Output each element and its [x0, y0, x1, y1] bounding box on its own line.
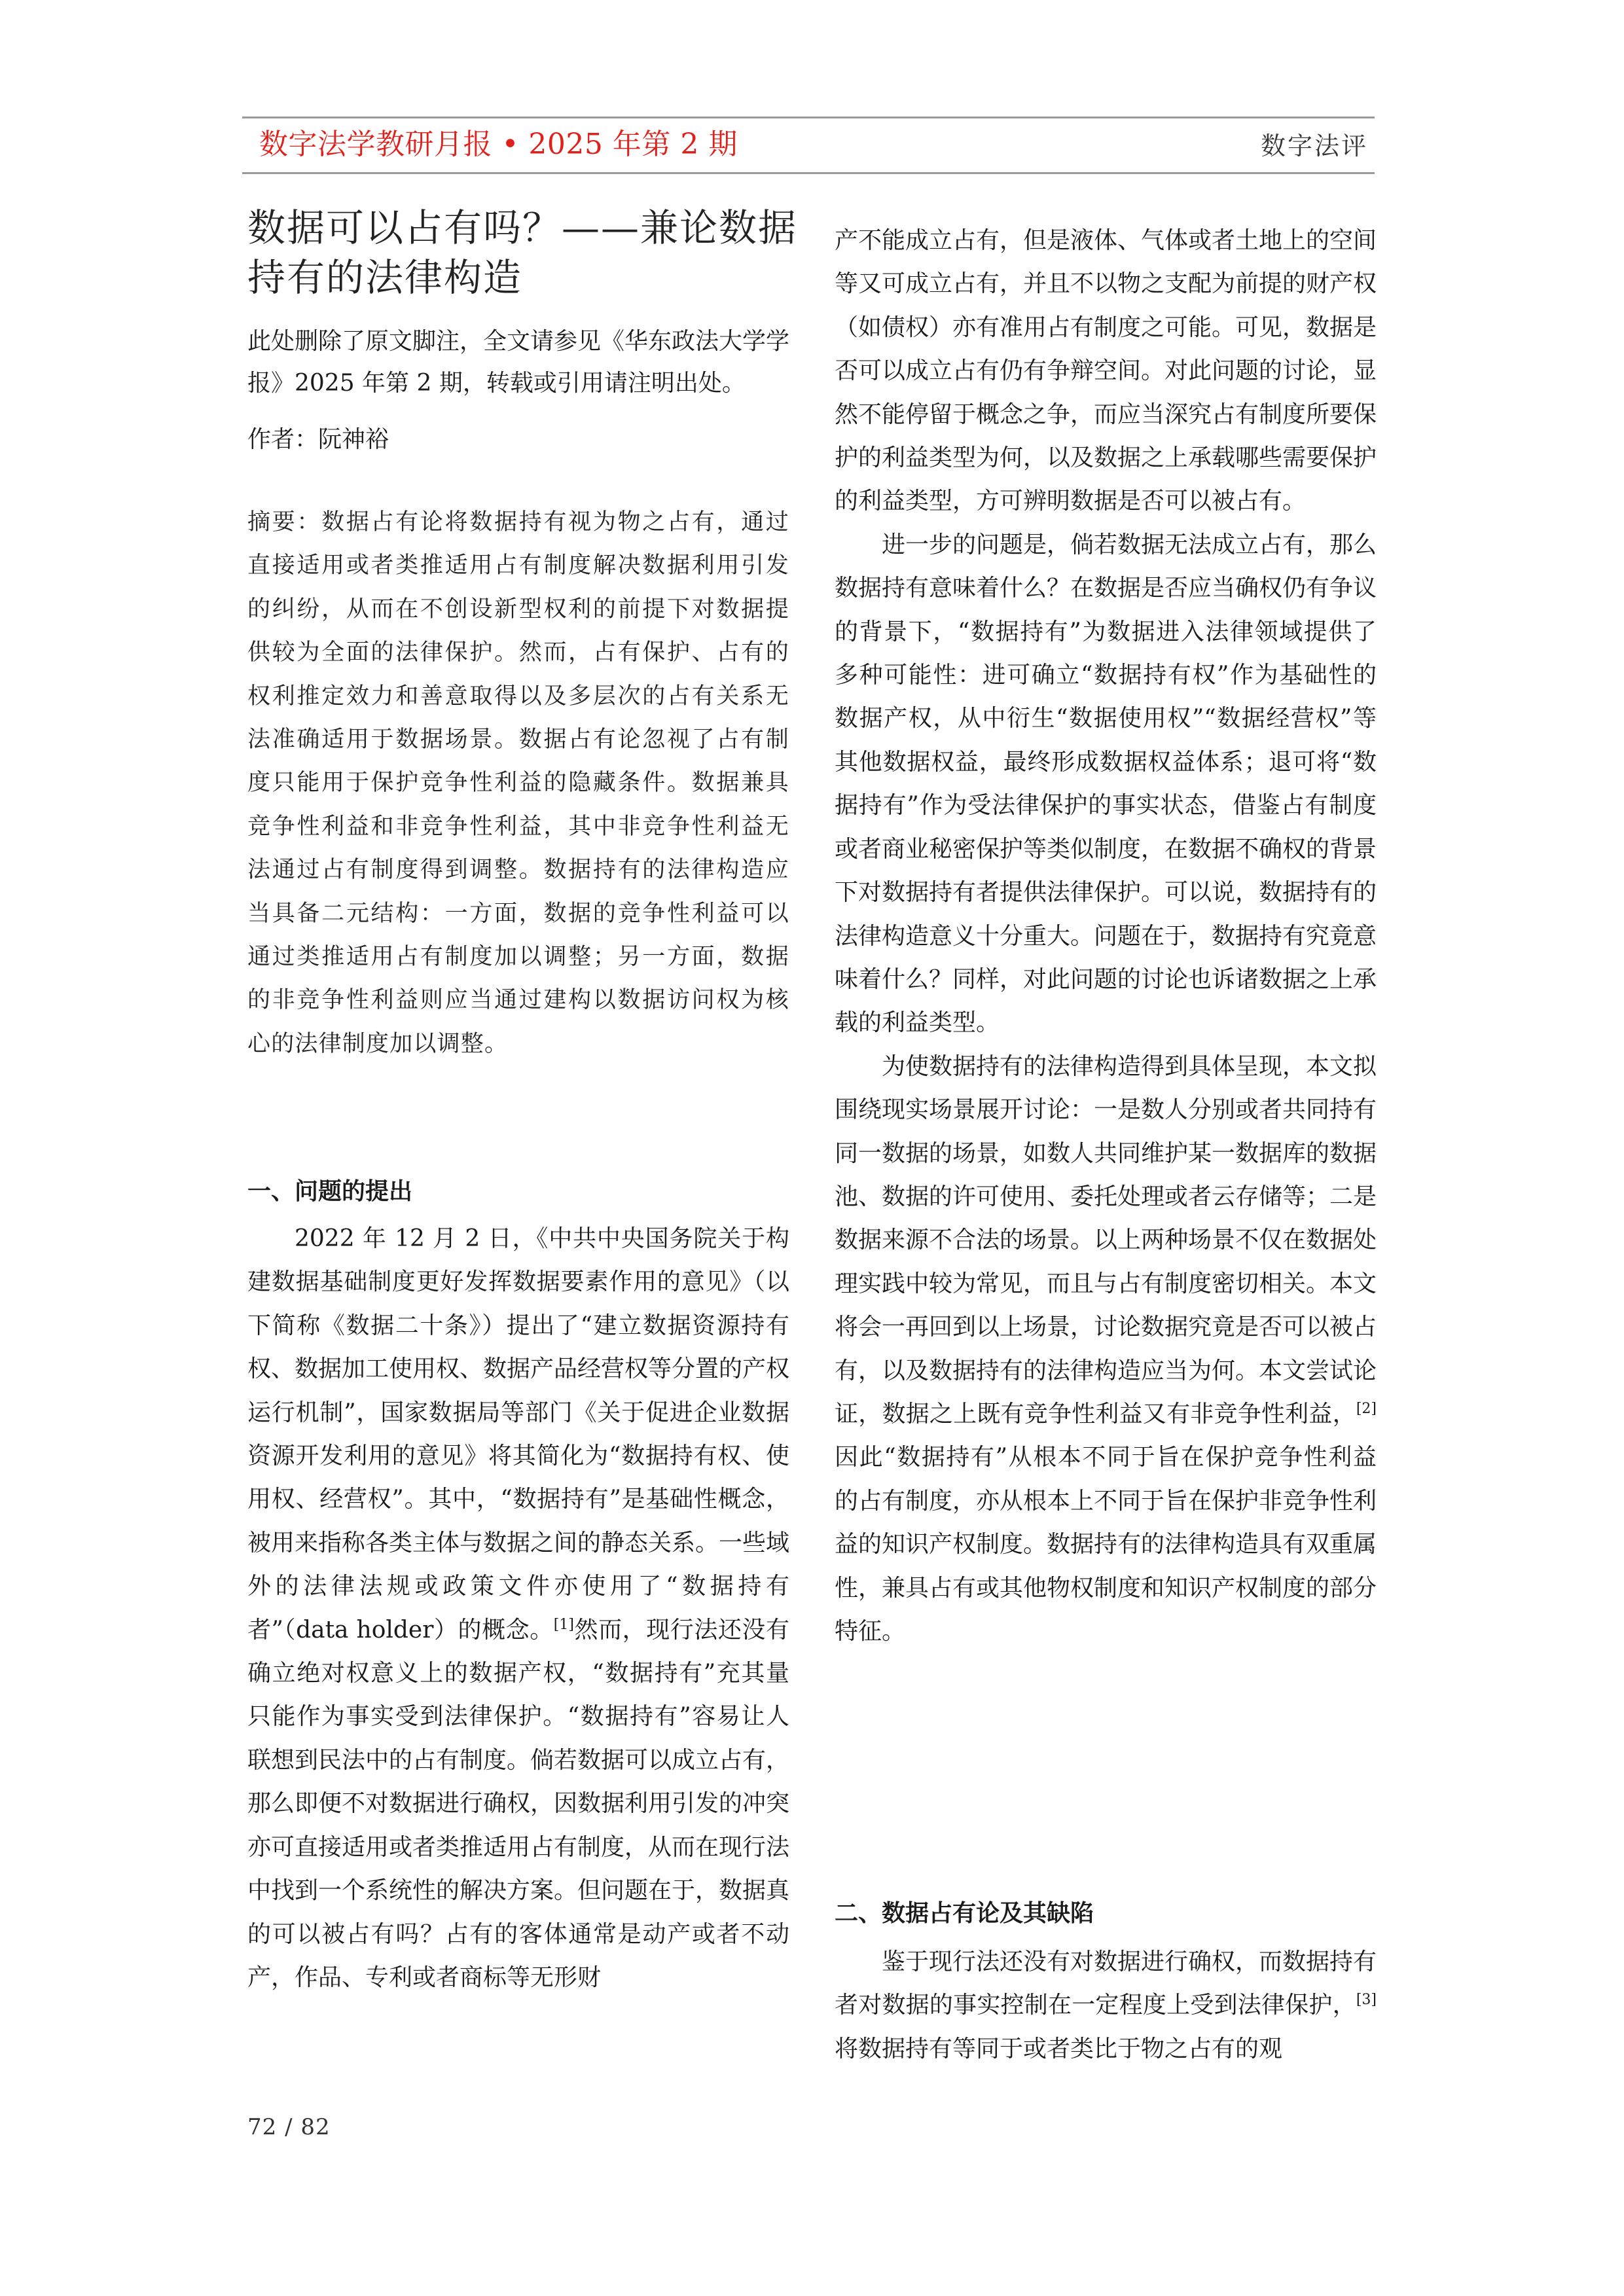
paragraph-text: 然而，现行法还没有确立绝对权意义上的数据产权，“数据持有”充其量只能作为事实受到法律保护。“数据持有”容易让人联想到民法中的占有制度。倘若数据可以成立占有，那么即便不对数据进行确权，因数据利用引发的冲突亦可直接适用或者类推适用占有制度，从而在现行法中找到一个系统性的解决方案。但问题在于，数据真的可以被占有吗？占有的客体通常是动产或者不动产，作品、专利或者商标等无形财	[247, 1616, 790, 1991]
right-column-body-continued	[835, 1941, 1377, 2071]
journal-title: 数字法学教研月报 • 2025 年第 2 期	[259, 128, 738, 161]
paragraph	[247, 1217, 789, 2000]
paragraph-text: 为使数据持有的法律构造得到具体呈现，本文拟围绕现实场景展开讨论：一是数人分别或者共同持有同一数据的场景，如数人共同维护某一数据库的数据池、数据的许可使用、委托处理或者云存储等；二是数据来源不合法的场景。以上两种场景不仅在数据处理实践中较为常见，而且与占有制度密切相关。本文将会一再回到以上场景，讨论数据究竟是否可以被占有，以及数据持有的法律构造应当为何。本文尝试论证，数据之上既有竞争性利益又有非竞争性利益，	[835, 1052, 1377, 1427]
footnote-ref[interactable]: [1]	[553, 1616, 574, 1633]
paragraph	[835, 1941, 1377, 2071]
paragraph: 进一步的问题是，倘若数据无法成立占有，那么数据持有意味着什么？在数据是否应当确权仍有争议的背景下，“数据持有”为数据进入法律领域提供了多种可能性：进可确立“数据持有权”作为基础性的数据产权，从中衍生“数据使用权”“数据经营权”等其他数据权益，最终形成数据权益体系；退可将“数据持有”作为受法律保护的事实状态，借鉴占有制度或者商业秘密保护等类似制度，在数据不确权的背景下对数据持有者提供法律保护。可以说，数据持有的法律构造意义十分重大。问题在于，数据持有究竟意味着什么？同样，对此问题的讨论也诉诸数据之上承载的利益类型。	[835, 531, 1377, 1037]
running-header	[242, 117, 1375, 174]
paragraph: 产不能成立占有，但是液体、气体或者土地上的空间等又可成立占有，并且不以物之支配为前提的财产权（如债权）亦有准用占有制度之可能。可见，数据是否可以成立占有仍有争辩空间。对此问题的讨论，显然不能停留于概念之争，而应当深究占有制度所要保护的利益类型为何，以及数据之上承载哪些需要保护的利益类型，方可辨明数据是否可以被占有。	[835, 227, 1377, 515]
abstract: 摘要：数据占有论将数据持有视为物之占有，通过直接适用或者类推适用占有制度解决数据利用引发的纠纷，从而在不创设新型权利的前提下对数据提供较为全面的法律保护。然而，占有保护、占有的权利推定效力和善意取得以及多层次的占有关系无法准确适用于数据场景。数据占有论忽视了占有制度只能用于保护竞争性利益的隐藏条件。数据兼具竞争性利益和非竞争性利益，其中非竞争性利益无法通过占有制度得到调整。数据持有的法律构造应当具备二元结构：一方面，数据的竞争性利益可以通过类推适用占有制度加以调整；另一方面，数据的非竞争性利益则应当通过建构以数据访问权为核心的法律制度加以调整。	[247, 509, 789, 1057]
section-heading-2: 二、数据占有论及其缺陷	[835, 1899, 1094, 1927]
right-column-body	[835, 219, 1377, 1653]
section-label: 数字法评	[1260, 132, 1368, 160]
reprint-note: 此处删除了原文脚注，全文请参见《华东政法大学学报》2025 年第 2 期，转载或引用请注明出处。	[247, 328, 790, 397]
left-column-body	[247, 1217, 789, 2000]
page-number: 72 / 82	[247, 2114, 331, 2140]
article-title: 数据可以占有吗？——兼论数据持有的法律构造	[247, 206, 798, 300]
paragraph-text: 2022 年 12 月 2 日，《中共中央国务院关于构建数据基础制度更好发挥数据要素作用的意见》（以下简称《数据二十条》）提出了“建立数据资源持有权、数据加工使用权、数据产品经营权等分置的产权运行机制”，国家数据局等部门《关于促进企业数据资源开发利用的意见》将其简化为“数据持有权、使用权、经营权”。其中，“数据持有”是基础性概念，被用来指称各类主体与数据之间的静态关系。一些域外的法律法规或政策文件亦使用了“数据持有者”（data holder）的概念。	[247, 1225, 790, 1643]
footnote-ref[interactable]: [3]	[1356, 1992, 1377, 2009]
footnote-ref[interactable]: [2]	[1356, 1400, 1377, 1417]
article-author: 作者：阮神裕	[247, 426, 389, 453]
section-heading-1: 一、问题的提出	[247, 1177, 413, 1205]
paragraph	[835, 1045, 1377, 1654]
paragraph-text: 鉴于现行法还没有对数据进行确权，而数据持有者对数据的事实控制在一定程度上受到法律保护，	[835, 1948, 1377, 2019]
paragraph-text: 将数据持有等同于或者类比于物之占有的观	[835, 2035, 1283, 2062]
paragraph-text: 因此“数据持有”从根本不同于旨在保护竞争性利益的占有制度，亦从根本上不同于旨在保护非竞争性利益的知识产权制度。数据持有的法律构造具有双重属性，兼具占有或其他物权制度和知识产权制度的部分特征。	[835, 1444, 1377, 1645]
